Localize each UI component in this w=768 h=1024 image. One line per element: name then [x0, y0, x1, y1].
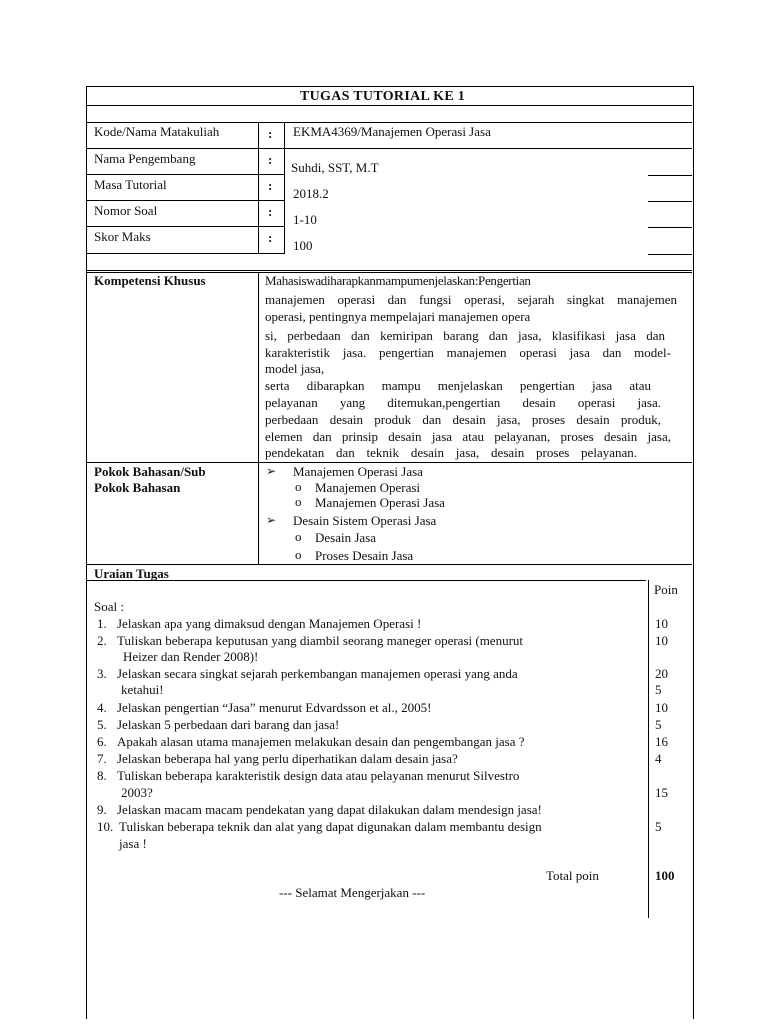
info-label-pengembang: Nama Pengembang	[94, 151, 196, 166]
pokok-label-line-2: Pokok Bahasan	[94, 480, 181, 495]
info-sep-skor: :	[268, 230, 273, 245]
question-number: 5.	[97, 717, 107, 732]
question-text-continued: 2003?	[121, 785, 153, 800]
points-value: 5	[655, 819, 662, 834]
info-value-skor: 100	[293, 238, 313, 253]
question-number: 10.	[97, 819, 114, 834]
question-text: Tuliskan beberapa karakteristik design data atau pelayanan menurut Silvestro	[117, 768, 520, 783]
info-sep-kode: :	[268, 126, 273, 141]
info-label-skor: Skor Maks	[94, 229, 151, 244]
question-text: Jelaskan apa yang dimaksud dengan Manajemen Operasi !	[117, 616, 422, 631]
subtopic: Manajemen Operasi	[315, 480, 421, 495]
total-label: Total poin	[546, 868, 599, 883]
arrow-bullet-icon: ➢	[266, 513, 277, 527]
question-number: 8.	[97, 768, 107, 783]
info-label-kode: Kode/Nama Matakuliah	[94, 124, 220, 139]
kompetensi-line-10: elemen dan prinsip desain jasa atau pelayanan, proses desain jasa,	[265, 429, 671, 444]
kompetensi-line-6: model jasa,	[265, 361, 325, 376]
kompetensi-line-9: perbedaan desain produk dan desain jasa, proses desain produk,	[265, 412, 661, 427]
rule-info-4	[86, 253, 284, 254]
question-number: 1.	[97, 616, 107, 631]
rule-section-divider	[258, 272, 259, 564]
question-text-continued: jasa !	[119, 836, 147, 851]
kompetensi-line-7: serta dibarapkan mampu menjelaskan pengertian jasa atau	[265, 378, 651, 393]
info-sep-pengembang: :	[268, 152, 273, 167]
rule-info-1	[86, 174, 284, 175]
rule-info-bottom	[86, 270, 692, 271]
closing-text: --- Selamat Mengerjakan ---	[279, 885, 426, 900]
question-number: 7.	[97, 751, 107, 766]
rule-title-bottom	[86, 122, 692, 123]
rule-value-1	[648, 175, 692, 176]
points-value: 20	[655, 666, 668, 681]
question-text: Jelaskan beberapa hal yang perlu diperhatikan dalam desain jasa?	[117, 751, 458, 766]
question-number: 3.	[97, 666, 107, 681]
points-value: 10	[655, 616, 668, 631]
question-number: 2.	[97, 633, 107, 648]
subtopic: Manajemen Operasi Jasa	[315, 495, 445, 510]
subtopic: Desain Jasa	[315, 530, 377, 545]
question-text: Jelaskan macam macam pendekatan yang dapat dilakukan dalam mendesign jasa!	[117, 802, 542, 817]
rule-info-2	[86, 200, 284, 201]
uraian-label: Uraian Tugas	[94, 566, 169, 581]
points-value: 10	[655, 700, 668, 715]
kompetensi-line-3: operasi, pentingnya mempelajari manajemen opera	[265, 309, 531, 324]
soal-label: Soal :	[94, 599, 124, 614]
rule-value-3	[648, 227, 692, 228]
info-sep-masa: :	[268, 178, 273, 193]
question-text: Apakah alasan utama manajemen melakukan desain dan pengembangan jasa ?	[117, 734, 525, 749]
info-sep-nomor: :	[268, 204, 273, 219]
topic-title: Desain Sistem Operasi Jasa	[293, 513, 437, 528]
question-text: Jelaskan 5 perbedaan dari barang dan jasa!	[117, 717, 340, 732]
arrow-bullet-icon: ➢	[266, 464, 277, 478]
info-label-masa: Masa Tutorial	[94, 177, 167, 192]
rule-uraian-top	[86, 564, 692, 565]
question-text-continued: ketahui!	[121, 682, 164, 697]
question-text: Tuliskan beberapa keputusan yang diambil seorang maneger operasi (menurut	[117, 633, 524, 648]
question-text: Jelaskan pengertian “Jasa” menurut Edvardsson et al., 2005!	[117, 700, 432, 715]
points-value: 5	[655, 682, 662, 697]
info-value-masa: 2018.2	[293, 186, 329, 201]
kompetensi-line-1: Mahasiswadiharapkanmampumenjelaskan:Pengertian	[265, 273, 531, 288]
kompetensi-line-8: pelayanan yang ditemukan,pengertian desain operasi jasa.	[265, 395, 661, 410]
rule-value-4	[648, 254, 692, 255]
question-number: 4.	[97, 700, 107, 715]
info-value-pengembang: Suhdi, SST, M.T	[291, 160, 379, 175]
info-value-kode: EKMA4369/Manajemen Operasi Jasa	[293, 124, 491, 139]
question-number: 6.	[97, 734, 107, 749]
circle-bullet-icon: o	[295, 479, 302, 494]
circle-bullet-icon: o	[295, 494, 302, 509]
question-text: Tuliskan beberapa teknik dan alat yang dapat digunakan dalam membantu design	[119, 819, 542, 834]
info-value-nomor: 1-10	[293, 212, 317, 227]
kompetensi-line-4: si, perbedaan dan kemiripan barang dan jasa, klasifikasi jasa dan	[265, 328, 665, 343]
page-title: TUGAS TUTORIAL KE 1	[300, 89, 466, 104]
pokok-label-line-1: Pokok Bahasan/Sub	[94, 464, 206, 479]
points-value: 15	[655, 785, 668, 800]
info-label-nomor: Nomor Soal	[94, 203, 158, 218]
question-text: Jelaskan secara singkat sejarah perkembangan manajemen operasi yang anda	[117, 666, 518, 681]
rule-colon-right	[284, 122, 285, 254]
circle-bullet-icon: o	[295, 529, 302, 544]
rule-title-top	[86, 105, 692, 106]
question-number: 9.	[97, 802, 107, 817]
rule-poin-divider	[648, 580, 649, 918]
kompetensi-label: Kompetensi Khusus	[94, 273, 206, 288]
rule-pokok-top	[86, 462, 692, 463]
rule-info-3	[86, 226, 284, 227]
poin-header: Poin	[654, 582, 678, 597]
points-value: 16	[655, 734, 668, 749]
topic-title: Manajemen Operasi Jasa	[293, 464, 423, 479]
rule-colon-left	[258, 122, 259, 254]
kompetensi-line-5: karakteristik jasa. pengertian manajemen operasi jasa dan model-	[265, 345, 671, 360]
rule-value-2	[648, 201, 692, 202]
kompetensi-line-11: pendekatan dan teknik desain jasa, desain proses pelayanan.	[265, 445, 637, 460]
rule-info-top	[86, 148, 692, 149]
circle-bullet-icon: o	[295, 547, 302, 562]
question-text-continued: Heizer dan Render 2008)!	[123, 649, 259, 664]
kompetensi-line-2: manajemen operasi dan fungsi operasi, sejarah singkat manajemen	[265, 292, 677, 307]
subtopic: Proses Desain Jasa	[315, 548, 414, 563]
rule-poin-top	[86, 580, 646, 581]
points-value: 5	[655, 717, 662, 732]
points-value: 10	[655, 633, 668, 648]
total-value: 100	[655, 868, 675, 883]
points-value: 4	[655, 751, 662, 766]
